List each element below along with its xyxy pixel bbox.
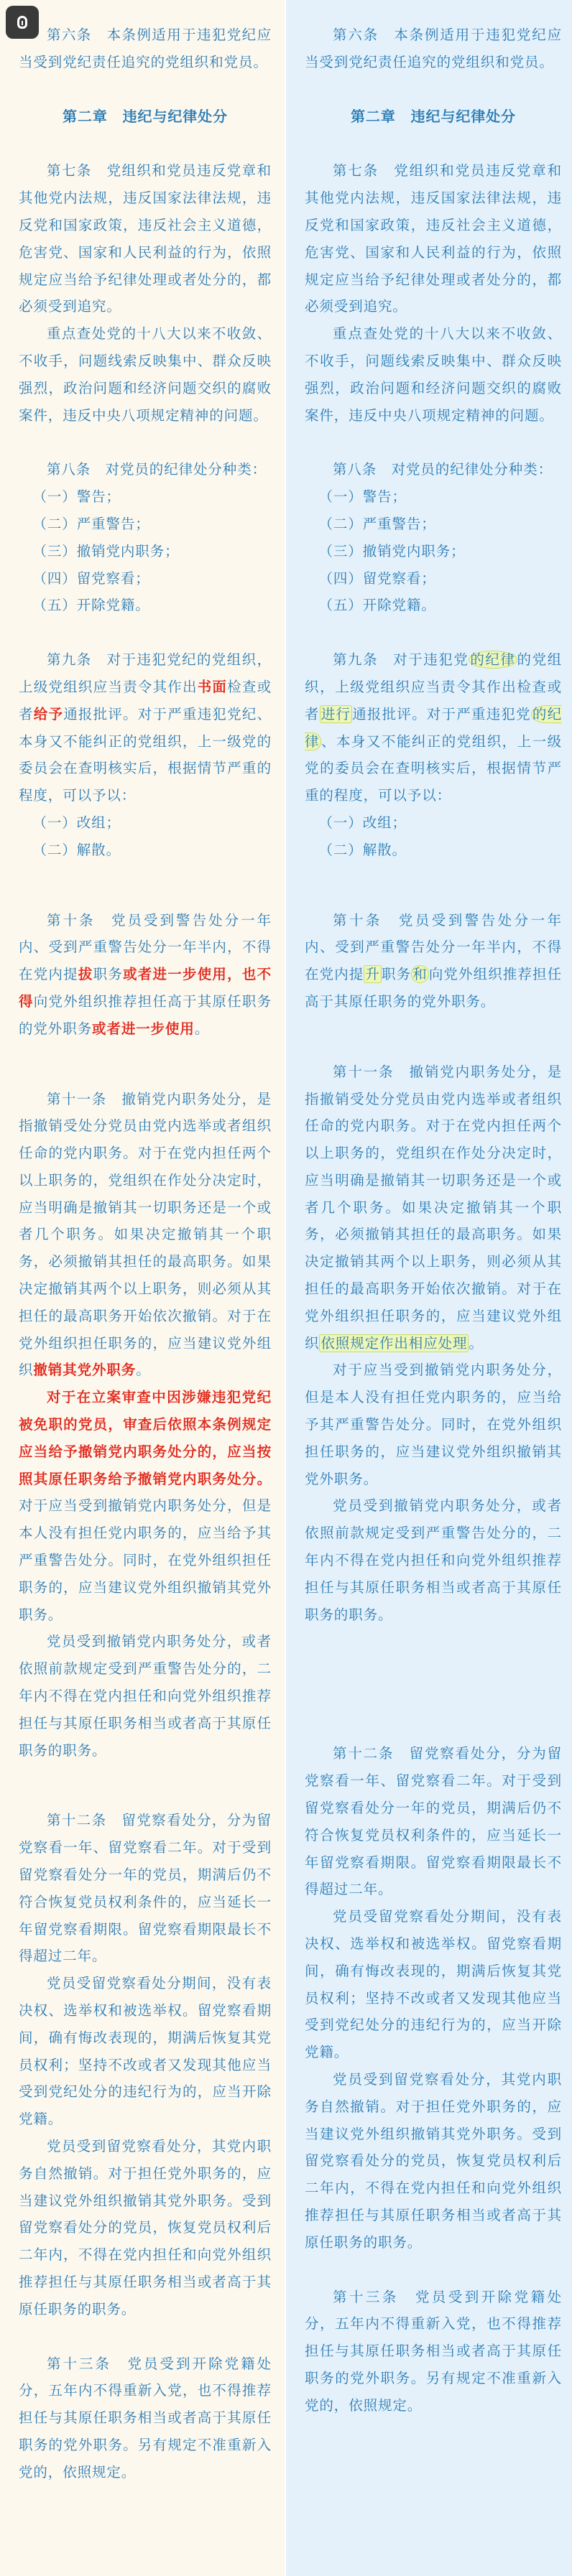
text-segment: 第十条 党员受到警告处分一年内、受到严重警告处分一年半内，不得在党内提 [19, 911, 272, 983]
text-segment: 。 [469, 1334, 484, 1352]
chapter-2-title: 第二章 违纪与纪律处分 [63, 107, 228, 125]
article-7: 第七条 党组织和党员违反党章和其他党内法规，违反国家法律法规，违反党和国家政策，违反社会主义道德，危害党、国家和人民利益的行为，依照规定应当给予纪律处理或者处分的，都必须受到追究。 [19, 162, 272, 315]
article-12-paragraph-3: 党员受到留党察看处分，其党内职务自然撤销。对于担任党外职务的，应当建议党外组织撤销其党外职务。受到留党察看处分的党员，恢复党员权利后二年内，不得在党内担任和向党外组织推荐担任与其原任职务相当或者高于其原任职务的职务。 [19, 2137, 272, 2317]
text-segment: 职务 [382, 966, 412, 983]
text-segment: 第九条 对于违犯党 [333, 651, 469, 669]
article-11 [305, 1059, 562, 1357]
text-segment: 第九条 对于违犯党纪的党组织，上级党组织应当责令其作出 [19, 651, 272, 695]
deleted-text: 或者进一步使用，也不得 [19, 966, 272, 1010]
text-segment: 。 [136, 1362, 151, 1379]
article-7: 第七条 党组织和党员违反党章和其他党内法规，违反国家法律法规，违反党和国家政策，违反社会主义道德，危害党、国家和人民利益的行为，依照规定应当给予纪律处理或者处分的，都必须受到追究。 [305, 162, 562, 315]
added-text: 的纪律 [470, 651, 516, 669]
penalty-item: （二）严重警告； [318, 515, 436, 532]
article-12: 第十二条 留党察看处分，分为留党察看一年、留党察看二年。对于受到留党察看处分一年的党员，期满后仍不符合恢复党员权利条件的，应当延长一年留党察看期限。留党察看期限最长不得超过二年。 [305, 1745, 562, 1898]
text-segment: 通报批评。对于严重违犯党纪、本身又不能纠正的党组织，上一级党的委员会在查明核实后，根据情节严重的程度，可以予以： [19, 705, 272, 804]
penalty-item: （四）留党察看； [32, 569, 150, 587]
text-segment: 的党组织，上级党组织应当责令其作出检查或者 [305, 651, 563, 722]
text-segment: 对于应当受到撤销党内职务处分，但是本人没有担任党内职务的，应当给予其严重警告处分。同时，在党外组织担任职务的，应当建议党外组织撤销其党外职务。 [19, 1497, 272, 1623]
penalty-item: （一）警告； [32, 488, 121, 506]
overlay-badge[interactable] [6, 6, 39, 39]
article-11-paragraph-3: 党员受到撤销党内职务处分，或者依照前款规定受到严重警告处分的，二年内不得在党内担任和向党外组织推荐担任与其原任职务相当或者高于其原任职务的职务。 [19, 1633, 272, 1759]
text-segment: 第十条 党员受到警告处分一年内、受到严重警告处分一年半内，不得在党内提 [305, 911, 562, 983]
article-12: 第十二条 留党察看处分，分为留党察看一年、留党察看二年。对于受到留党察看处分一年的党员，期满后仍不符合恢复党员权利条件的，应当延长一年留党察看期限。留党察看期限最长不得超过二年。 [19, 1812, 272, 1965]
deleted-text: 对于在立案审查中因涉嫌违犯党纪被免职的党员，审查后依照本条例规定应当给予撤销党内职务处分的，应当按照其原任职务给予撤销党内职务处分。 [19, 1389, 272, 1487]
article-6: 第六条 本条例适用于违犯党纪应当受到党纪责任追究的党组织和党员。 [305, 27, 562, 70]
text-segment: 向党外组织推荐担任高于其原任职务的党外职务。 [305, 966, 562, 1010]
added-text: 依照规定作出相应处理 [320, 1334, 468, 1352]
penalty-item: （四）留党察看； [318, 569, 436, 587]
article-11-paragraph-2 [19, 1384, 272, 1628]
penalty-item: （三）撤销党内职务； [32, 542, 180, 559]
article-13: 第十三条 党员受到开除党籍处分，五年内不得重新入党，也不得推荐担任与其原任职务相当或者高于其原任职务的党外职务。另有规定不准重新入党的，依照规定。 [305, 2288, 562, 2414]
article-10 [305, 907, 562, 1015]
article-13: 第十三条 党员受到开除党籍处分，五年内不得重新入党，也不得推荐担任与其原任职务相当或者高于其原任职务的党外职务。另有规定不准重新入党的，依照规定。 [19, 2355, 272, 2480]
penalty-item: （五）开除党籍。 [318, 597, 436, 614]
penalty-item: （一）警告； [318, 488, 407, 506]
article-12-paragraph-2: 党员受留党察看处分期间，没有表决权、选举权和被选举权。留党察看期间，确有悔改表现的，期满后恢复其党员权利；坚持不改或者又发现其他应当受到党纪处分的违纪行为的，应当开除党籍。 [19, 1975, 272, 2128]
text-segment: 检查或者 [19, 678, 272, 722]
text-segment: 向党外组织推荐担任高于其原任职务的党外职务 [19, 992, 272, 1037]
chapter-2-title: 第二章 违纪与纪律处分 [351, 107, 516, 125]
added-text: 进行 [320, 705, 351, 722]
lock-icon [17, 16, 27, 29]
text-segment: 、本身又不能纠正的党组织，上一级党的委员会在查明核实后，根据情节严重的程度，可以予以： [305, 733, 562, 804]
article-7-paragraph-2: 重点查处党的十八大以来不收敛、不收手，问题线索反映集中、群众反映强烈，政治问题和经济问题交织的腐败案件，违反中央八项规定精神的问题。 [19, 325, 272, 424]
article-12-paragraph-3: 党员受到留党察看处分，其党内职务自然撤销。对于担任党外职务的，应当建议党外组织撤销其党外职务。受到留党察看处分的党员，恢复党员权利后二年内，不得在党内担任和向党外组织推荐担任与其原任职务相当或者高于其原任职务的职务。 [305, 2071, 562, 2251]
article-8: 第八条 对党员的纪律处分种类： [333, 461, 553, 478]
penalty-item: （三）撤销党内职务； [318, 542, 466, 559]
article-6: 第六条 本条例适用于违犯党纪应当受到党纪责任追究的党组织和党员。 [19, 27, 272, 70]
added-text: 升 [365, 966, 380, 983]
article-8: 第八条 对党员的纪律处分种类： [47, 461, 267, 478]
article-12-paragraph-2: 党员受留党察看处分期间，没有表决权、选举权和被选举权。留党察看期间，确有悔改表现的，期满后恢复其党员权利；坚持不改或者又发现其他应当受到党纪处分的违纪行为的，应当开除党籍。 [305, 1908, 562, 2061]
text-segment: 第十一条 撤销党内职务处分，是指撤销受处分党员由党内选举或者组织任命的党内职务。对于在党内担任两个以上职务的，党组织在作处分决定时，应当明确是撤销其一切职务还是一个或者几个职务。如果决定撤销其一个职务，必须撤销其担任的最高职务。如果决定撤销其两个以上职务，则必须从其担任的最高职务开始依次撤销。对于在党外组织担任职务的，应当建议党外组织 [19, 1090, 272, 1379]
org-action-item: （一）改组； [318, 814, 407, 831]
penalty-item: （五）开除党籍。 [32, 597, 150, 614]
org-action-item: （二）解散。 [318, 841, 407, 858]
deleted-text: 或者进一步使用 [92, 1020, 195, 1037]
deleted-text: 撤销其党外职务 [33, 1362, 137, 1379]
old-version-column [0, 0, 285, 2576]
text-segment: 职务 [93, 966, 124, 983]
text-segment: 。 [194, 1020, 210, 1037]
article-9 [19, 646, 272, 809]
new-version-column [286, 0, 572, 2576]
deleted-text: 拔 [78, 966, 93, 983]
org-action-item: （一）改组； [32, 814, 121, 831]
article-11-paragraph-2: 对于应当受到撤销党内职务处分，但是本人没有担任党内职务的，应当给予其严重警告处分。同时，在党外组织担任职务的，应当建议党外组织撤销其党外职务。 [305, 1362, 562, 1487]
org-action-item: （二）解散。 [32, 841, 121, 858]
article-10 [19, 907, 272, 1043]
article-9 [305, 646, 562, 809]
article-11-paragraph-3: 党员受到撤销党内职务处分，或者依照前款规定受到严重警告处分的，二年内不得在党内担任和向党外组织推荐担任与其原任职务相当或者高于其原任职务的职务。 [305, 1497, 562, 1623]
text-segment: 第十一条 撤销党内职务处分，是指撤销受处分党员由党内选举或者组织任命的党内职务。对于在党内担任两个以上职务的，党组织在作处分决定时，应当明确是撤销其一切职务还是一个或者几个职务。如果决定撤销其一个职务，必须撤销其担任的最高职务。如果决定撤销其两个以上职务，则必须从其担任的最高职务开始依次撤销。对于在党外组织担任职务的，应当建议党外组织 [305, 1063, 562, 1352]
deleted-text: 书面 [197, 678, 228, 695]
deleted-text: 给予 [33, 705, 64, 722]
added-text: 和 [412, 966, 428, 983]
article-7-paragraph-2: 重点查处党的十八大以来不收敛、不收手，问题线索反映集中、群众反映强烈，政治问题和经济问题交织的腐败案件，违反中央八项规定精神的问题。 [305, 325, 562, 424]
text-segment: 通报批评。对于严重违犯党 [352, 705, 531, 722]
added-text: 的纪律 [305, 705, 562, 750]
article-11 [19, 1086, 272, 1385]
penalty-item: （二）严重警告； [32, 515, 150, 532]
